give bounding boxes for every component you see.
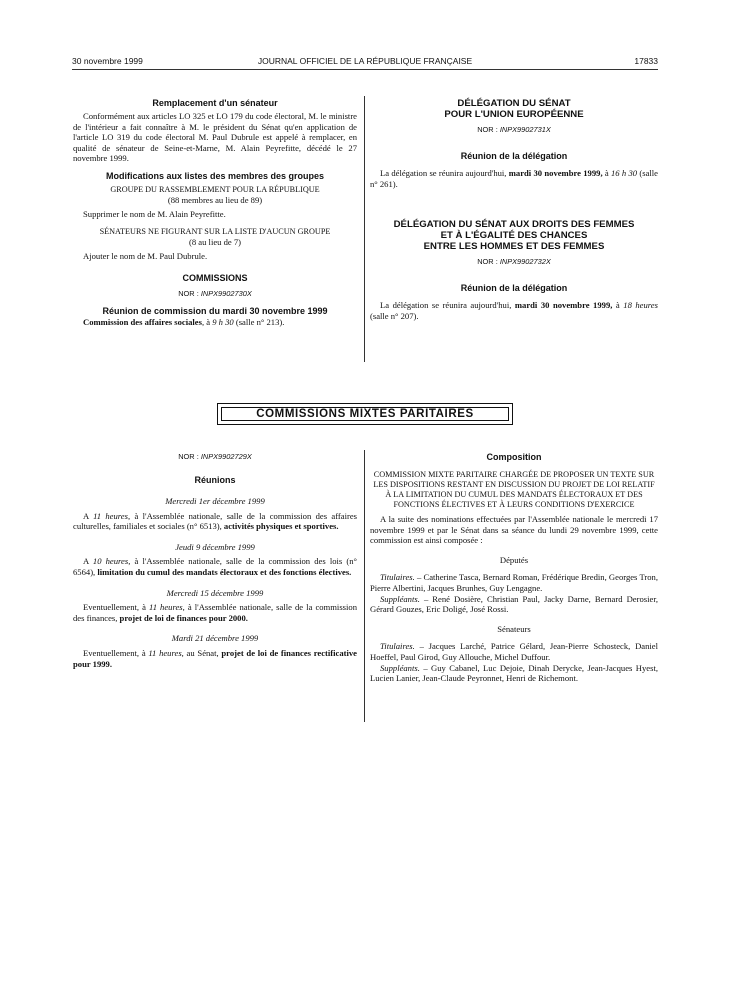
meeting-subject: activités physiques et sportives. <box>223 521 339 532</box>
meeting-date-heading: Mardi 21 décembre 1999 <box>171 633 259 644</box>
senateurs-suppleants <box>370 663 658 684</box>
meeting-subject: projet de loi de finances rectificative pour 1999. <box>73 647 357 669</box>
text-fragment: Eventuellement, à <box>83 602 150 613</box>
running-header <box>72 56 658 68</box>
titulaires-label: Titulaires. <box>380 572 415 583</box>
meeting-room: (salle n° 213). <box>233 317 285 328</box>
deputes-titulaires <box>370 572 658 593</box>
meeting-room: (salle n° 261). <box>370 168 658 189</box>
reunions-nor <box>73 452 357 462</box>
deputes-suppleants <box>370 594 658 615</box>
senateurs-titulaires <box>370 641 658 662</box>
text-fragment: A <box>83 510 94 521</box>
left-top-column <box>73 98 357 328</box>
header-rule <box>72 69 658 70</box>
nor-code: INPX9902729X <box>200 452 252 461</box>
section-band-title: COMMISSIONS MIXTES PARITAIRES <box>256 408 474 420</box>
member-list: – Jacques Larché, Patrice Gélard, Jean-Pierre Schosteck, Daniel Hoeffel, Paul Girod, Guy Allouche, Michel Duffour. <box>370 641 658 662</box>
member-list: – Catherine Tasca, Bernard Roman, Frédérique Bredin, Georges Tron, Pierre Albertini, Jacques Brunhes, Guy Lengagne. <box>370 572 658 593</box>
meeting-date-heading: Jeudi 9 décembre 1999 <box>175 541 255 552</box>
text-fragment: La délégation se réunira aujourd'hui, <box>380 300 515 311</box>
delegation2-nor <box>370 257 658 267</box>
meeting-subject: projet de loi de finances pour 2000. <box>119 612 248 623</box>
suppleants-label: Suppléants. <box>380 662 420 673</box>
member-list: – Guy Cabanel, Luc Dejoie, Dinah Derycke, Jean-Jacques Hyest, Lucien Lanier, Jean-Claude Peyronnet, Henri de Richemont. <box>370 662 658 684</box>
delegation1-nor <box>370 125 658 135</box>
meeting-time: 16 h 30 <box>611 168 638 178</box>
right-bottom-column <box>370 452 658 684</box>
composition-intro: A la suite des nominations effectuées par l'Assemblée nationale le mercredi 17 novembre 1999 et par le Sénat dans sa séance du lundi 29 novembre 1999, cette commission est ainsi composée : <box>370 514 658 546</box>
meeting-date: mardi 30 novembre 1999, <box>514 300 613 311</box>
meeting-place: , à l'Assemblée nationale, salle de la commission des lois (n° 6564), <box>73 556 357 577</box>
nor-label: NOR : <box>178 452 199 461</box>
meeting-entry <box>73 648 357 669</box>
meeting-time: 11 heures <box>148 647 182 658</box>
text-fragment: La délégation se réunira aujourd'hui, <box>380 168 509 178</box>
meeting-time: 10 heures <box>92 556 129 567</box>
header-page-number: 17833 <box>634 56 658 66</box>
replacement-text: Conformément aux articles LO 325 et LO 179 du code électoral, M. le ministre de l'intérieur a fait connaître à M. le président du Sénat qu'en application de l'article LO 319 du code électoral M. Paul Dubrule est appelé à remplacer, en qualité de sénateur de Seine-et-Marne, M. Alain Peyrefitte, décédé le 27 novembre 1999. <box>73 111 357 164</box>
group2-action: Ajouter le nom de M. Paul Dubrule. <box>83 250 208 261</box>
column-divider-bottom <box>364 450 365 722</box>
meeting-place: , à l'Assemblée nationale, salle de la commission des finances, <box>73 602 357 623</box>
delegation1-subtitle: Réunion de la délégation <box>460 151 568 161</box>
member-list: – René Dosière, Christian Paul, Jacky Darne, Bernard Derosier, Gérard Gouzes, Eric Doligé, José Rossi. <box>370 593 658 615</box>
nor-label: NOR : <box>477 125 498 134</box>
meeting-time: 11 heures <box>93 510 128 521</box>
column-divider-top <box>364 96 365 362</box>
composition-heading: Composition <box>486 452 542 462</box>
nor-code: INPX9902732X <box>499 257 551 267</box>
commissions-nor <box>73 289 357 299</box>
meeting-place: , à l'Assemblée nationale, salle de la commission des affaires culturelles, familiales et sociales (n° 6513), <box>73 510 357 532</box>
nor-code: INPX9902731X <box>499 125 551 134</box>
nor-code: INPX9902730X <box>200 289 252 299</box>
deputes-heading: Députés <box>499 554 529 565</box>
nor-label: NOR : <box>477 257 498 267</box>
text-fragment: A <box>83 556 93 567</box>
header-date: 30 novembre 1999 <box>72 56 143 66</box>
delegation2-text <box>370 300 658 321</box>
commission-meeting-text <box>73 317 357 328</box>
group1-name: GROUPE DU RASSEMBLEMENT POUR LA RÉPUBLIQUE <box>110 184 320 194</box>
meeting-time: 11 heures <box>149 602 183 613</box>
group2-name: SÉNATEURS NE FIGURANT SUR LA LISTE D'AUCUN GROUPE <box>99 227 331 237</box>
text-fragment: à <box>612 300 624 311</box>
header-journal-title: JOURNAL OFFICIEL DE LA RÉPUBLIQUE FRANÇAISE <box>257 56 473 66</box>
suppleants-label: Suppléants. <box>380 593 420 604</box>
meeting-entry <box>73 602 357 623</box>
delegation2-title-line3: ENTRE LES HOMMES ET DES FEMMES <box>423 241 605 253</box>
titulaires-label: Titulaires. <box>380 641 415 652</box>
delegation2-title-line2: ET À L'ÉGALITÉ DES CHANCES <box>440 230 588 242</box>
meeting-date-heading: Mercredi 15 décembre 1999 <box>166 587 264 598</box>
meeting-subject: limitation du cumul des mandats électoraux et des fonctions électives. <box>97 566 352 577</box>
replacement-heading: Remplacement d'un sénateur <box>152 98 278 108</box>
meeting-time: 18 heures <box>623 300 658 311</box>
group1-action: Supprimer le nom de M. Alain Peyrefitte. <box>83 208 226 219</box>
meeting-time: 9 h 30 <box>212 317 234 328</box>
meeting-date-heading: Mercredi 1er décembre 1999 <box>165 496 265 506</box>
delegation1-title-line1: DÉLÉGATION DU SÉNAT <box>457 98 571 109</box>
modifications-heading: Modifications aux listes des membres des groupes <box>105 170 325 181</box>
nor-label: NOR : <box>178 289 199 299</box>
meeting-entry <box>73 556 357 577</box>
delegation2-subtitle: Réunion de la délégation <box>460 283 568 294</box>
meeting-place: , au Sénat, <box>181 647 222 658</box>
meeting-room: (salle n° 207). <box>370 310 419 321</box>
section-band <box>217 403 513 425</box>
reunions-heading: Réunions <box>194 475 236 485</box>
group2-count: (8 au lieu de 7) <box>188 237 242 248</box>
delegation2-title-line1: DÉLÉGATION DU SÉNAT AUX DROITS DES FEMMES <box>393 219 635 231</box>
group1-count: (88 membres au lieu de 89) <box>167 194 263 205</box>
delegation1-text <box>370 168 658 189</box>
meeting-entry <box>73 511 357 532</box>
right-top-column <box>370 98 658 321</box>
cmp-commission-name: COMMISSION MIXTE PARITAIRE CHARGÉE DE PROPOSER UN TEXTE SUR LES DISPOSITIONS RESTANT EN DISCUSSION DU PROJET DE LOI RELATIF À LA LIMITATION DU CUMUL DES MANDATS ÉLECTORAUX ET DES FONCTIONS ÉLECTIVES ET À LEURS CONDITIONS D'EXERCICE <box>373 470 655 509</box>
delegation1-title-line2: POUR L'UNION EUROPÉENNE <box>444 109 584 120</box>
text-fragment: , à <box>201 317 213 328</box>
left-bottom-column <box>73 452 357 669</box>
meeting-date: mardi 30 novembre 1999, <box>508 168 603 178</box>
senateurs-heading: Sénateurs <box>497 623 531 634</box>
commission-name: Commission des affaires sociales <box>83 317 202 328</box>
commission-meeting-heading: Réunion de commission du mardi 30 novembre 1999 <box>102 306 328 317</box>
text-fragment: Eventuellement, à <box>83 647 149 658</box>
text-fragment: à <box>602 168 611 178</box>
commissions-heading: COMMISSIONS <box>182 273 248 284</box>
